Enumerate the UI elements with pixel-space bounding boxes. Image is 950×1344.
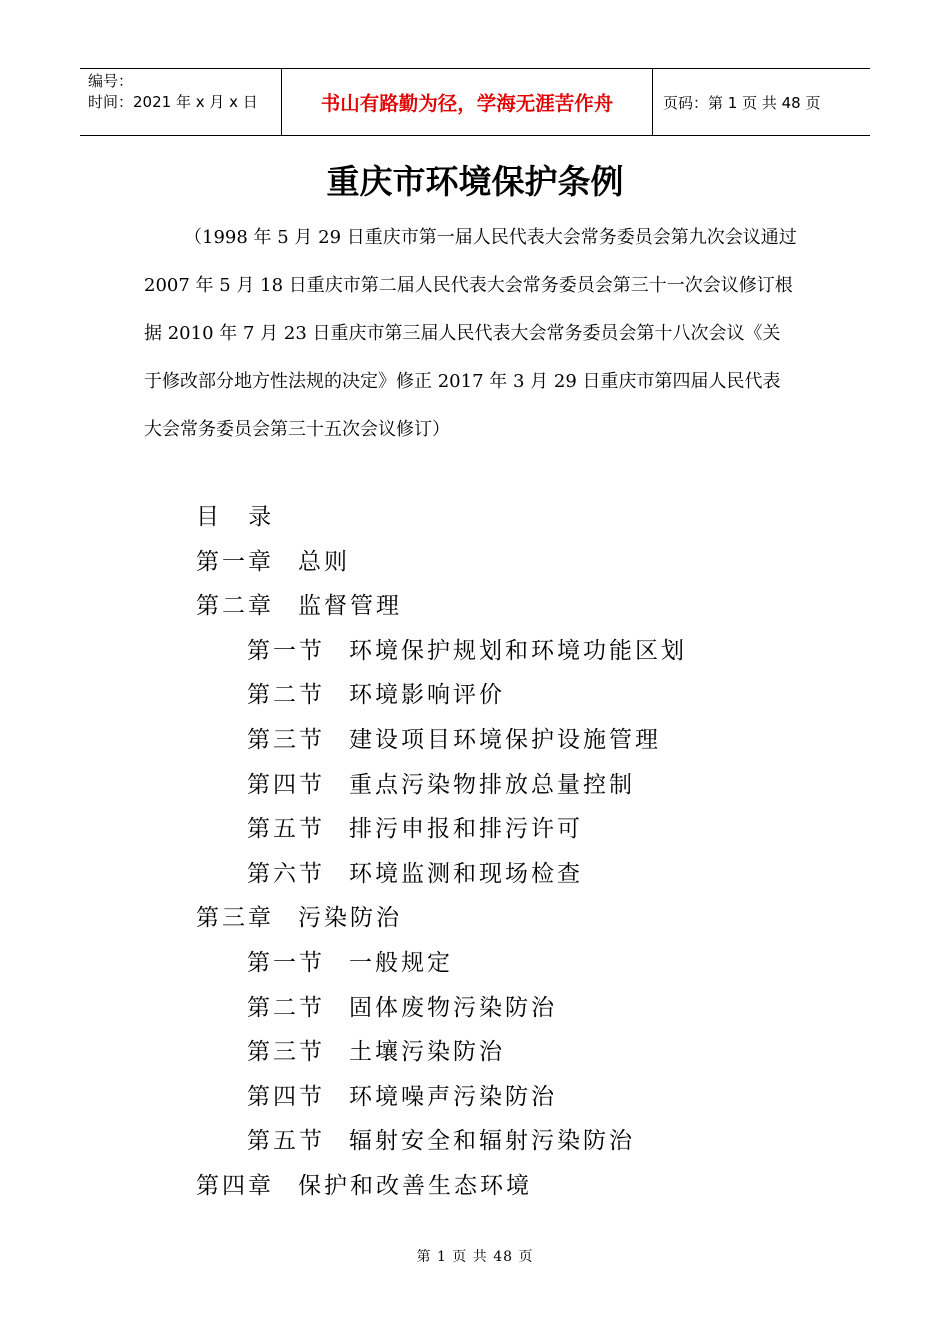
- header-meta: [80, 69, 282, 135]
- toc-item-number: 第四章: [196, 1172, 274, 1199]
- toc-section-item[interactable]: [196, 1075, 687, 1120]
- number-label: 编号：: [88, 72, 134, 90]
- time-label: 时间：2021 年 x 月 x 日: [88, 93, 258, 111]
- toc-section-item[interactable]: [196, 718, 687, 763]
- toc-item-number: 第一节: [247, 949, 325, 976]
- toc-item-title: 污染防治: [298, 905, 402, 932]
- toc-item-title: 监督管理: [298, 593, 402, 620]
- toc-section-item[interactable]: [196, 807, 687, 852]
- toc-section-item[interactable]: [196, 629, 687, 674]
- toc-item-title: 辐射安全和辐射污染防治: [349, 1128, 635, 1155]
- intro-line: 于修改部分地方性法规的决定》修正 2017 年 3 月 29 日重庆市第四届人民代表: [144, 371, 781, 392]
- toc-section-item[interactable]: [196, 1030, 687, 1075]
- toc-item-title: 环境影响评价: [349, 682, 505, 709]
- toc-item-title: 环境保护规划和环境功能区划: [349, 637, 687, 664]
- toc-section-item[interactable]: [196, 673, 687, 718]
- toc-item-title: 建设项目环境保护设施管理: [349, 726, 661, 753]
- toc-item-title: 总则: [298, 548, 350, 575]
- toc-chapter-item[interactable]: [196, 896, 687, 941]
- intro-line: 据 2010 年 7 月 23 日重庆市第三届人民代表大会常务委员会第十八次会议《关: [144, 323, 781, 344]
- intro-line: （1998 年 5 月 29 日重庆市第一届人民代表大会常务委员会第九次会议通过: [184, 227, 797, 248]
- header-page-info: 页码：第 1 页 共 48 页: [663, 93, 821, 112]
- toc-item-number: 第二节: [247, 682, 325, 709]
- toc-chapter-item[interactable]: [196, 584, 687, 629]
- toc-chapter-item[interactable]: [196, 540, 687, 585]
- toc-item-number: 第四节: [247, 771, 325, 798]
- toc-item-number: 第六节: [247, 860, 325, 887]
- toc-item-number: 第二章: [196, 593, 274, 620]
- toc-item-number: 第三章: [196, 905, 274, 932]
- toc-heading: 目 录: [196, 504, 272, 530]
- toc-item-number: 第三节: [247, 726, 325, 753]
- toc-item-number: 第五节: [247, 1128, 325, 1155]
- toc-item-number: 第三节: [247, 1039, 325, 1066]
- toc-item-title: 保护和改善生态环境: [298, 1172, 532, 1199]
- intro-line: 2007 年 5 月 18 日重庆市第二届人民代表大会常务委员会第三十一次会议修订根: [144, 275, 793, 296]
- document-intro: [144, 214, 808, 454]
- toc-item-title: 环境噪声污染防治: [349, 1083, 557, 1110]
- toc-section-item[interactable]: [196, 763, 687, 808]
- toc-item-number: 第四节: [247, 1083, 325, 1110]
- toc-item-number: 第五节: [247, 816, 325, 843]
- header-motto: 书山有路勤为径，学海无涯苦作舟: [282, 69, 653, 135]
- page-footer: 第 1 页 共 48 页: [416, 1249, 534, 1265]
- toc-section-item[interactable]: [196, 941, 687, 986]
- toc-section-item[interactable]: [196, 852, 687, 897]
- page-header: [80, 68, 870, 136]
- intro-line: 大会常务委员会第三十五次会议修订）: [144, 419, 450, 440]
- toc-item-title: 土壤污染防治: [349, 1039, 505, 1066]
- toc-section-item[interactable]: [196, 986, 687, 1031]
- toc-entries: [196, 540, 687, 1209]
- toc-item-title: 排污申报和排污许可: [349, 816, 583, 843]
- toc-item-title: 环境监测和现场检查: [349, 860, 583, 887]
- toc-item-number: 第一节: [247, 637, 325, 664]
- toc-item-number: 第一章: [196, 548, 274, 575]
- toc-item-title: 固体废物污染防治: [349, 994, 557, 1021]
- toc-chapter-item[interactable]: [196, 1164, 687, 1209]
- toc-item-title: 重点污染物排放总量控制: [349, 771, 635, 798]
- toc-section-item[interactable]: [196, 1119, 687, 1164]
- toc-item-title: 一般规定: [349, 949, 453, 976]
- toc-item-number: 第二节: [247, 994, 325, 1021]
- table-of-contents: [196, 495, 687, 1209]
- document-title: 重庆市环境保护条例: [326, 162, 624, 201]
